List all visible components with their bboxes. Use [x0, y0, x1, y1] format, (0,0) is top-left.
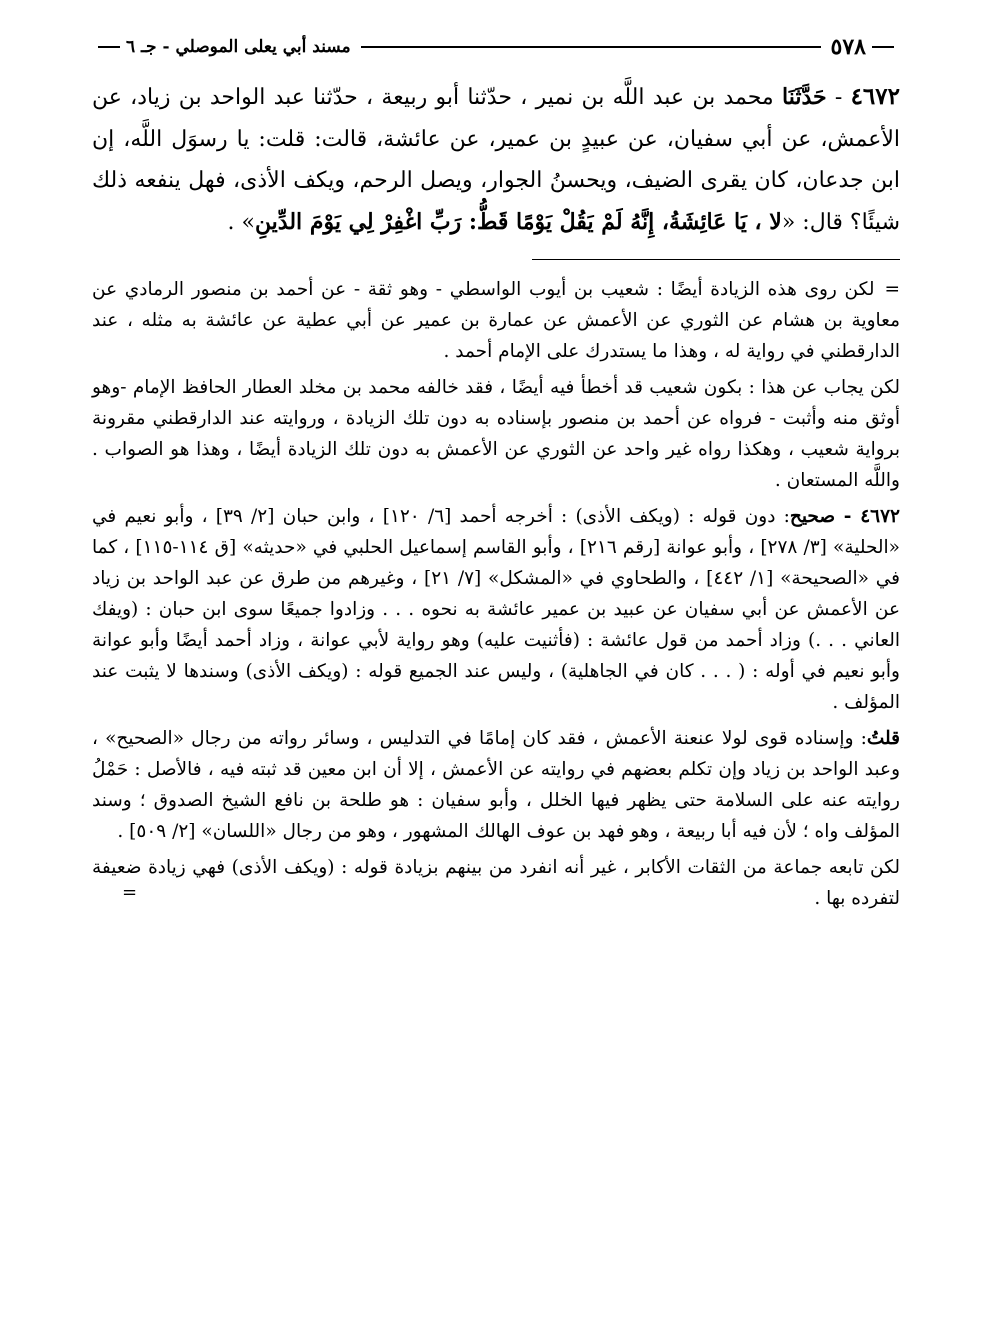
last-text: لكن تابعه جماعة من الثقات الأكابر ، غير أنه انفرد من بينهم بزيادة قوله : (ويكف الأذى) فهي زيادة ضعيفة لتفرده بها .	[92, 857, 900, 909]
page-number: ٥٧٨	[830, 34, 866, 60]
running-header	[92, 30, 900, 64]
book-title: مسند أبي يعلى الموصلي - جـ ٦	[126, 37, 351, 57]
note-paragraph: لكن يجاب عن هذا : بكون شعيب قد أخطأ فيه أيضًا ، فقد خالفه محمد بن مخلد العطار الحافظ الإمام -وهو أوثق منه وأثبت - فرواه عن أحمد بن منصور بإسناده به دون تلك الزيادة ، وروايته عند الدارقطني مقرونة برواية شعيب ، وهكذا رواه غير واحد عن الثوري عن الأعمش به دون تلك الزيادة أيضًا ، وهذا هو الصواب . واللَّه المستعان .	[92, 377, 901, 491]
hadith-text	[92, 76, 900, 243]
prophetic-quote: لا ، يَا عَائِشَةُ، إِنَّهُ لَمْ يَقُلْ يَوْمًا قَطُّ: رَبِّ اغْفِرْ لِي يَوْمَ الدِّينِ	[254, 208, 782, 235]
note-text: لكن روى هذه الزيادة أيضًا : شعيب بن أيوب الواسطي - وهو ثقة - عن أحمد بن منصور الرمادي عن معاوية بن هشام عن الثوري عن الأعمش عن عمارة بن عمير عن أبي عطية عن عائشة به مثله ، عند الدارقطني في رواية له ، وهذا ما يستدرك على الإمام أحمد .	[92, 279, 900, 362]
header-dash	[872, 46, 894, 48]
qult-paragraph	[92, 723, 900, 847]
header-rule	[361, 46, 821, 48]
footnotes	[92, 274, 900, 914]
hadith-number: ٤٦٧٢	[850, 83, 900, 110]
hadith-opening: حَدَّثَنَا	[781, 84, 827, 110]
takhrij-number: ٤٦٧٢	[860, 506, 900, 527]
takhrij-text: : دون قوله : (ويكف الأذى) : أخرجه أحمد [٦/ ١٢٠] ، وابن حبان [٢/ ٣٩] ، وأبو نعيم في «الحلية» [٣/ ٢٧٨] ، وأبو عوانة [رقم ٢١٦] ، وأبو القاسم إسماعيل الحلبي في «حديثه» [ق ١١٤-١١٥] ، كما في «الصحيحة» [١/ ٤٤٢] ، والطحاوي في «المشكل» [٧/ ٢١] ، وغيرهم من طرق عن عبد الواحد بن زياد عن الأعمش عن أبي سفيان عن عبيد بن عمير عائشة به نحوه . . . وزادوا جميعًا سوى ابن حبان : (ويفك العاني . . .) وزاد أحمد من قول عائشة : (فأثنيت عليه) وهو رواية لأبي عوانة ، وزاد أحمد أيضًا وأبو عوانة وأبو نعيم في أوله : ( . . . كان في الجاهلية) ، وليس عند الجميع قوله : (ويكف الأذى) وسندها لا يثبت عند المؤلف .	[92, 506, 901, 713]
last-paragraph	[92, 852, 900, 914]
hadith-closing: » .	[227, 209, 255, 235]
note-paragraph	[92, 274, 900, 367]
takhrij-grade: صحيح	[789, 506, 836, 527]
qult-text: : وإسناده قوى لولا عنعنة الأعمش ، فقد كان إمامًا في التدليس ، وسائر رواته من رجال «الصحيح» ، وعبد الواحد بن زياد وإن تكلم بعضهم في روايته عن الأعمش ، إلا أن ابن معين قد ثبته فيه ، فالأصل : حَمْلُ روايته عنه على السلامة حتى يظهر فيها الخلل ، وأبو سفيان : هو طلحة بن نافع الشيخ الصدوق ؛ وسند المؤلف واه ؛ لأن فيه أبا ربيعة ، وهو فهد بن عوف الهالك المشهور ، وهو من رجال «اللسان» [٢/ ٥٠٩] .	[92, 728, 900, 842]
hadith-separator: -	[826, 85, 851, 110]
continuation-mark: =	[884, 279, 900, 300]
hadith-body: محمد بن عبد اللَّه بن نمير ، حدّثنا أبو ربيعة ، حدّثنا عبد الواحد بن زياد، عن الأعمش، عن أبي سفيان، عن عبيدٍ بن عمير، عن عائشة، قالت: قلت: يا رسوَل اللَّه، إن ابن جدعان، كان يقرى الضيف، ويحسنُ الجوار، ويصل الرحم، ويكف الأذى، فهل ينفعه ذلك شيئًا؟ قال: «	[92, 85, 900, 235]
document-page	[92, 30, 900, 919]
qult-lead: قلتُ	[866, 728, 900, 749]
end-continuation-mark: =	[122, 882, 138, 903]
takhrij-paragraph: ٤٦٧٢ - صحيح: دون قوله : (ويكف الأذى) : أخرجه أحمد [٦/ ١٢٠] ، وابن حبان [٢/ ٣٩] ، وأبو نعيم في «الحلية» [٣/ ٢٧٨] ، وأبو عوانة [رقم ٢١٦] ، وأبو القاسم إسماعيل الحلبي في «حديثه» [ق ١١٤-١١٥] ، كما في «الصحيحة» [١/ ٤٤٢] ، والطحاوي في «المشكل» [٧/ ٢١] ، وغيرهم من طرق عن عبد الواحد بن زياد عن الأعمش عن أبي سفيان عن عبيد بن عمير عائشة به نحوه . . . وزادوا جميعًا سوى ابن حبان : (ويفك العاني . . .) وزاد أحمد من قول عائشة : (فأثنيت عليه) وهو رواية لأبي عوانة ، وزاد أحمد أيضًا وأبو عوانة وأبو نعيم في أوله : ( . . . كان في الجاهلية) ، وليس عند الجميع قوله : (ويكف الأذى) وسندها لا يثبت عند المؤلف .	[92, 506, 901, 713]
header-dash	[98, 46, 120, 48]
footnote-divider	[532, 259, 900, 260]
